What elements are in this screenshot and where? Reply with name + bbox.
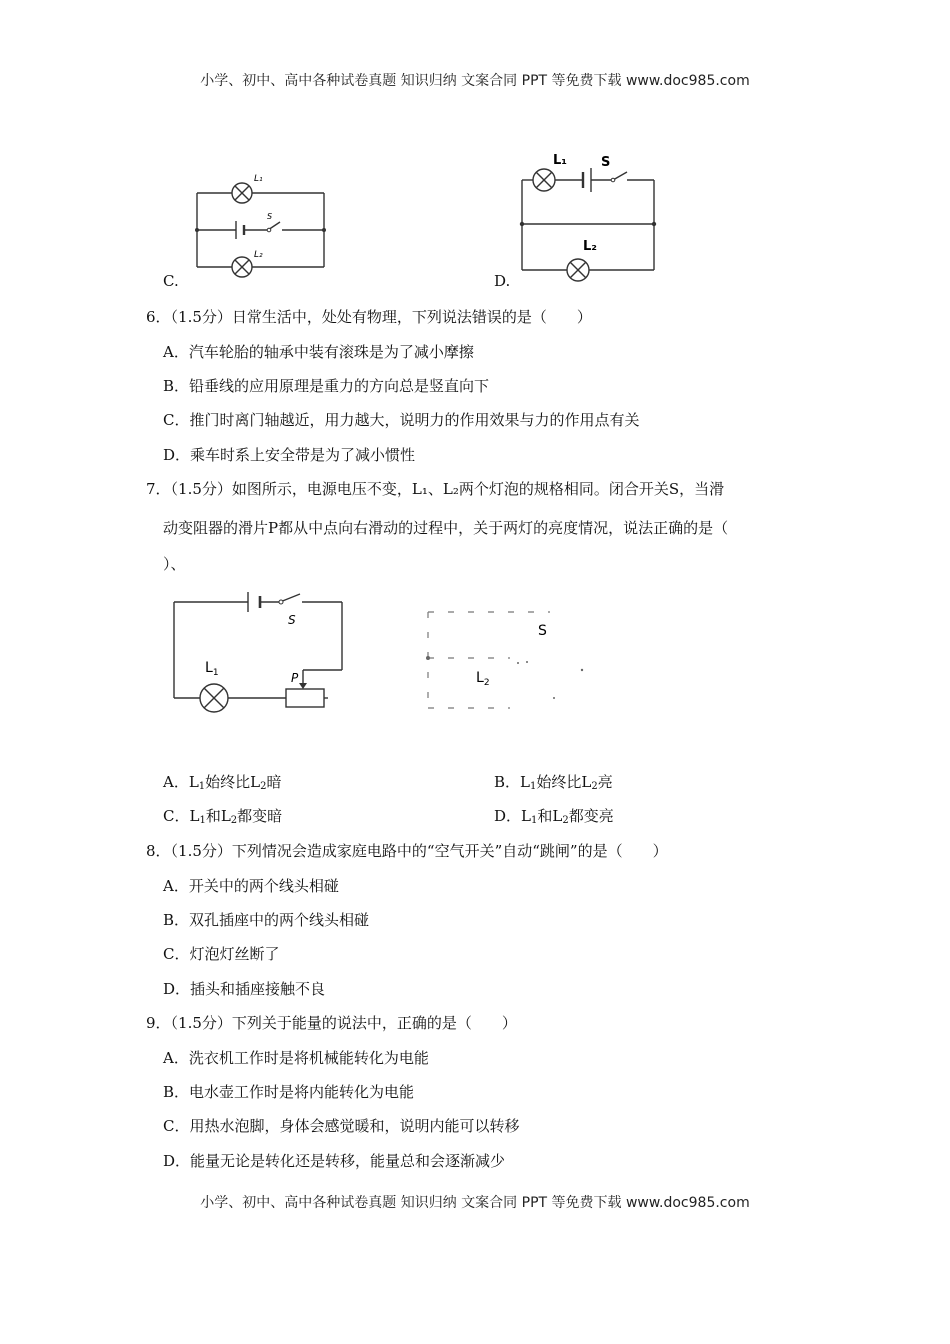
question-7-option-b: B．$L_1$始终比$L_2$亮 bbox=[494, 773, 613, 792]
question-7-option-c: C．$L_1$和$L_2$都变暗 bbox=[163, 807, 283, 826]
label-s: S bbox=[601, 155, 611, 170]
label-s: S bbox=[267, 212, 273, 221]
label-l1: L₁ bbox=[254, 174, 263, 184]
question-7-option-a: A．$L_1$始终比$L_2$暗 bbox=[163, 773, 282, 792]
question-7-stem-line1: 7．（1.5分）如图所示，电源电压不变，L₁、L₂两个灯泡的规格相同。闭合开关S，当滑 bbox=[146, 480, 725, 498]
question-8-option-d: D．插头和插座接触不良 bbox=[163, 980, 326, 998]
question-9-option-d: D．能量无论是转化还是转移，能量总和会逐渐减少 bbox=[163, 1152, 506, 1170]
question-9-option-b: B．电水壶工作时是将内能转化为电能 bbox=[163, 1083, 415, 1101]
question-8-stem: 8．（1.5分）下列情况会造成家庭电路中的“空气开关”自动“跳闸”的是（ ） bbox=[146, 842, 668, 860]
option-d-label: D. bbox=[494, 272, 511, 290]
circuit-diagram-d bbox=[515, 148, 665, 283]
label-s: S bbox=[288, 613, 296, 627]
label-l1: $L_1$ bbox=[205, 660, 219, 678]
circuit-diagram-q7-right bbox=[420, 600, 600, 720]
question-8-option-c: C．灯泡灯丝断了 bbox=[163, 945, 280, 963]
label-p: P bbox=[291, 671, 299, 685]
label-l2: L₂ bbox=[583, 239, 597, 254]
label-l2: L₂ bbox=[254, 250, 263, 260]
label-l1: L₁ bbox=[553, 153, 567, 168]
question-6-option-a: A．汽车轮胎的轴承中装有滚珠是为了减小摩擦 bbox=[163, 343, 474, 361]
question-6-stem: 6．（1.5分）日常生活中，处处有物理，下列说法错误的是（ ） bbox=[146, 308, 592, 326]
question-7-stem-line2: 动变阻器的滑片P都从中点向右滑动的过程中，关于两灯的亮度情况，说法正确的是（ bbox=[163, 519, 729, 537]
question-6-option-c: C．推门时离门轴越近，用力越大，说明力的作用效果与力的作用点有关 bbox=[163, 411, 640, 429]
question-7-option-d: D．$L_1$和$L_2$都变亮 bbox=[494, 807, 614, 826]
question-9-option-c: C．用热水泡脚，身体会感觉暖和，说明内能可以转移 bbox=[163, 1117, 520, 1135]
label-l2: $L_2$ bbox=[476, 670, 490, 688]
page-header: 小学、初中、高中各种试卷真题 知识归纳 文案合同 PPT 等免费下载 www.doc985.com bbox=[200, 73, 750, 89]
circuit-diagram-c bbox=[190, 165, 340, 280]
question-7-stem-line3: ）、 bbox=[163, 555, 186, 573]
page-footer: 小学、初中、高中各种试卷真题 知识归纳 文案合同 PPT 等免费下载 www.doc985.com bbox=[200, 1195, 750, 1211]
circuit-diagram-q7-left bbox=[168, 590, 348, 720]
question-6-option-d: D．乘车时系上安全带是为了减小惯性 bbox=[163, 446, 416, 464]
question-6-option-b: B．铅垂线的应用原理是重力的方向总是竖直向下 bbox=[163, 377, 490, 395]
question-8-option-b: B．双孔插座中的两个线头相碰 bbox=[163, 911, 370, 929]
label-s: S bbox=[538, 623, 547, 639]
option-c-label: C. bbox=[163, 272, 179, 290]
question-8-option-a: A．开关中的两个线头相碰 bbox=[163, 877, 339, 895]
question-9-stem: 9．（1.5分）下列关于能量的说法中，正确的是（ ） bbox=[146, 1014, 517, 1032]
question-9-option-a: A．洗衣机工作时是将机械能转化为电能 bbox=[163, 1049, 429, 1067]
